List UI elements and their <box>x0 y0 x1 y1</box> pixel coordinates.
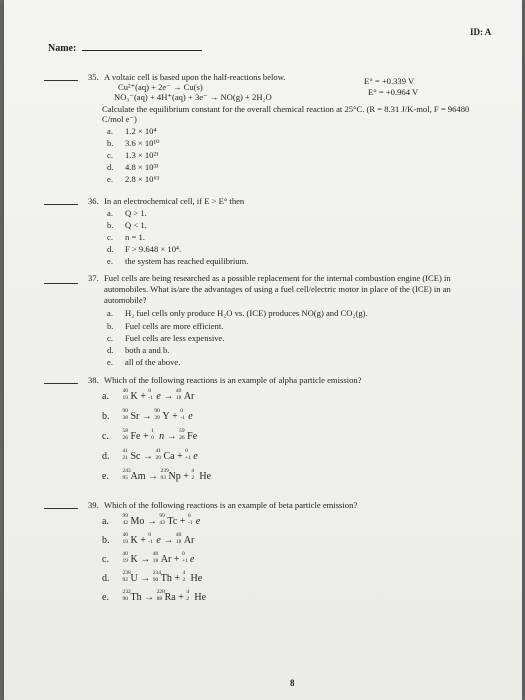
answer-blank-39[interactable] <box>44 508 78 509</box>
half-reaction-1: Cu²⁺(aq) + 2e⁻ → Cu(s) <box>118 82 203 92</box>
name-blank-line[interactable] <box>82 42 202 51</box>
id-label: ID: A <box>470 27 492 37</box>
option: d. 4.8 × 10³¹ <box>107 162 159 172</box>
question-stem-2: automobiles. What is/are the advantages of using a fuel cell/electric motor in place of the (ICE) in an <box>104 284 451 294</box>
option: c. n = 1. <box>107 232 145 242</box>
potential-2: E° = +0.964 V <box>368 87 419 97</box>
reaction-39a: a. 99 42 Mo → 99 43 Tc + 0 -1 e <box>102 513 201 527</box>
option: d. both a and b. <box>107 345 170 355</box>
question-stem: A voltaic cell is based upon the half-reactions below. <box>104 72 286 82</box>
reaction-38e: e. 243 95 Am → 239 93 Np + 4 2 He <box>102 468 212 482</box>
reaction-38c: c. 58 26 Fe + 1 0 n → 59 26 Fe <box>102 428 198 442</box>
reaction-38d: d. 41 21 Sc → 41 20 Ca + 0 +1 e <box>102 448 198 462</box>
question-stem: Fuel cells are being researched as a possible replacement for the internal combustion engine (ICE) in <box>104 273 451 283</box>
option: c. Fuel cells are less expensive. <box>107 333 225 343</box>
option: a. 1.2 × 10⁴ <box>107 126 157 136</box>
question-stem-3: automobile? <box>104 295 147 305</box>
option: b. 3.6 × 10¹⁰ <box>107 138 160 148</box>
option: b. Q < 1. <box>107 220 147 230</box>
option: a. Q > 1. <box>107 208 147 218</box>
question-number: 39. <box>88 500 99 510</box>
reaction-39e: e. 232 90 Th → 228 88 Ra + 4 2 He <box>102 589 207 603</box>
question-number: 37. <box>88 273 99 283</box>
option: e. all of the above. <box>107 357 181 367</box>
option: d. F > 9.648 × 10⁴. <box>107 244 182 254</box>
question-number: 38. <box>88 375 99 385</box>
name-label: Name: <box>48 43 77 54</box>
option: a. H₂ fuel cells only produce H₂O vs. (ICE) produces NO(g) and CO₂(g). <box>107 308 368 318</box>
reaction-38b: b. 90 38 Sr → 90 39 Y + 0 -1 e <box>102 408 193 422</box>
potential-1: E° = +0.339 V <box>364 76 415 86</box>
answer-blank-38[interactable] <box>44 383 78 384</box>
option: e. the system has reached equilibrium. <box>107 256 249 266</box>
half-reaction-2: NO₃⁻(aq) + 4H⁺(aq) + 3e⁻ → NO(g) + 2H₂O <box>114 92 272 102</box>
reaction-39c: c. 40 19 K → 40 18 Ar + 0 +1 e <box>102 551 195 565</box>
question-stem-3: C/mol e⁻) <box>102 114 137 124</box>
name-field <box>48 42 202 54</box>
answer-blank-37[interactable] <box>44 283 78 284</box>
reaction-39d: d. 238 92 U → 234 90 Th + 4 2 He <box>102 570 203 584</box>
option: b. Fuel cells are more efficient. <box>107 321 224 331</box>
option: e. 2.8 × 10⁶³ <box>107 174 160 184</box>
exam-page <box>4 0 522 700</box>
option: c. 1.3 × 10²¹ <box>107 150 159 160</box>
question-stem: In an electrochemical cell, if E > E° then <box>104 196 245 206</box>
question-stem: Which of the following reactions is an example of beta particle emission? <box>104 500 358 510</box>
question-number: 35. <box>88 72 99 82</box>
reaction-39b: b. 40 19 K + 0 -1 e → 40 18 Ar <box>102 532 195 546</box>
reaction-38a: a. 40 19 K + 0 -1 e → 40 18 Ar <box>102 388 195 402</box>
question-stem: Which of the following reactions is an example of alpha particle emission? <box>104 375 362 385</box>
answer-blank-35[interactable] <box>44 80 78 81</box>
answer-blank-36[interactable] <box>44 204 78 205</box>
page-number: 8 <box>290 678 295 688</box>
question-number: 36. <box>88 196 99 206</box>
question-stem-2: Calculate the equilibrium constant for the overall chemical reaction at 25°C. (R = 8.31 J/K-mol, F = 96480 <box>102 104 470 114</box>
